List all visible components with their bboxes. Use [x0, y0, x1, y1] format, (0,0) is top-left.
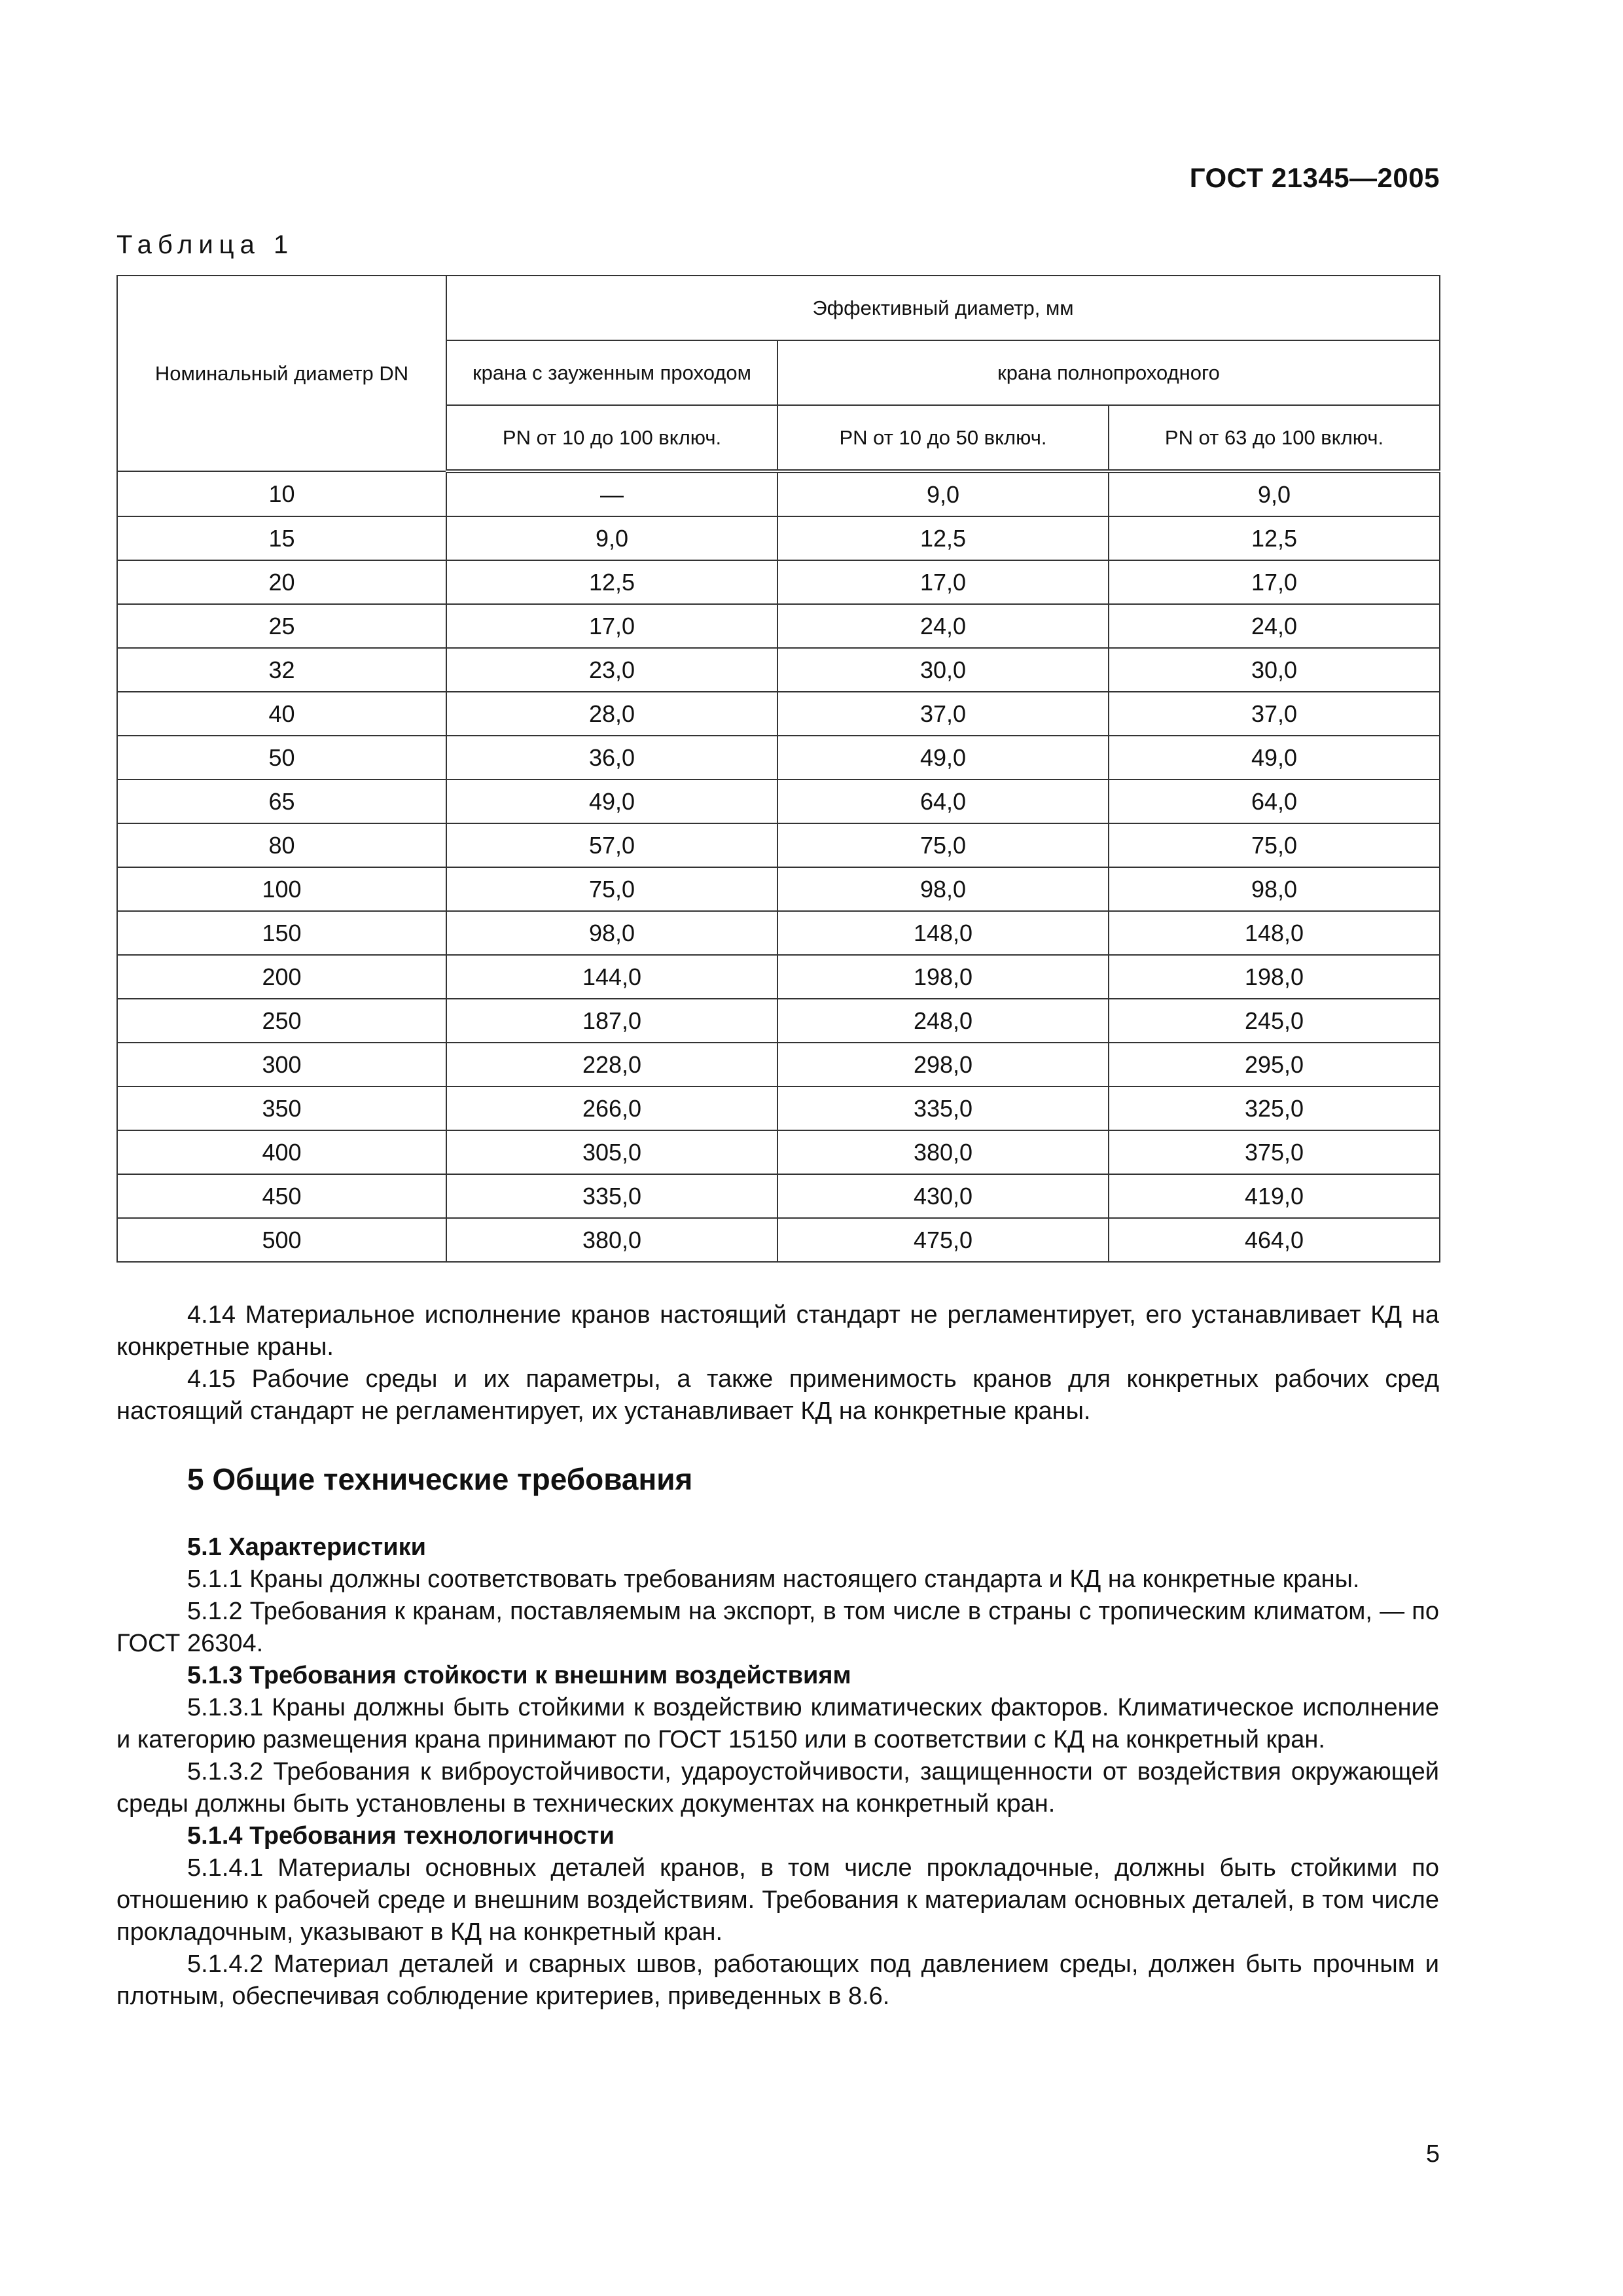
table-row	[117, 516, 1440, 560]
header-pn-full-low: PN от 10 до 50 включ.	[777, 405, 1109, 471]
table-cell: —	[446, 471, 777, 516]
table-cell: 9,0	[777, 471, 1109, 516]
table-row	[117, 867, 1440, 911]
document-code: ГОСТ 21345—2005	[1189, 162, 1440, 193]
table-cell: 187,0	[446, 999, 777, 1043]
table-caption: Таблица 1	[116, 230, 294, 259]
page-number: 5	[1425, 2140, 1440, 2168]
table-cell: 30,0	[777, 648, 1109, 692]
paragraph-4-14: 4.14 Материальное исполнение кранов настоящий стандарт не регламентирует, его устанавливает КД на конкретные краны.	[116, 1301, 1439, 1361]
table-cell: 98,0	[1109, 867, 1440, 911]
table-row	[117, 780, 1440, 823]
table-row	[117, 1218, 1440, 1262]
table-cell: 49,0	[446, 780, 777, 823]
table-cell: 50	[117, 736, 446, 780]
table-cell: 75,0	[446, 867, 777, 911]
table-row	[117, 955, 1440, 999]
table-row	[117, 604, 1440, 648]
table-cell: 325,0	[1109, 1086, 1440, 1130]
paragraph-4-15: 4.15 Рабочие среды и их параметры, а также применимость кранов для конкретных рабочих сред настоящий стандарт не регламентирует, их устанавливает КД на конкретные краны.	[116, 1365, 1439, 1425]
table-cell: 150	[117, 911, 446, 955]
table-cell: 500	[117, 1218, 446, 1262]
paragraph-5-1-3-2: 5.1.3.2 Требования к виброустойчивости, удароустойчивости, защищенности от воздействия окружающей среды должны быть установлены в технических документах на конкретный кран.	[116, 1758, 1439, 1818]
table-row	[117, 560, 1440, 604]
section-5-title: 5 Общие технические требования	[187, 1462, 693, 1496]
table-cell: 37,0	[777, 692, 1109, 736]
table-row	[117, 999, 1440, 1043]
header-nominal-diameter: Номинальный диаметр DN	[117, 276, 446, 471]
table-cell: 380,0	[446, 1218, 777, 1262]
header-reduced-bore: крана с зауженным проходом	[446, 340, 777, 405]
header-full-bore: крана полнопроходного	[777, 340, 1440, 405]
table-cell: 430,0	[777, 1174, 1109, 1218]
paragraph-5-1-1: 5.1.1 Краны должны соответствовать требованиям настоящего стандарта и КД на конкретные краны.	[187, 1566, 1360, 1593]
table-cell: 64,0	[777, 780, 1109, 823]
table-cell: 17,0	[1109, 560, 1440, 604]
table-cell: 335,0	[446, 1174, 777, 1218]
table-cell: 245,0	[1109, 999, 1440, 1043]
table-row	[117, 1086, 1440, 1130]
table-cell: 36,0	[446, 736, 777, 780]
table-cell: 300	[117, 1043, 446, 1086]
table-cell: 12,5	[1109, 516, 1440, 560]
table-row	[117, 1043, 1440, 1086]
table-cell: 9,0	[446, 516, 777, 560]
table-cell: 75,0	[777, 823, 1109, 867]
section-5-body	[116, 1532, 1439, 2013]
table-row	[117, 1130, 1440, 1174]
table-cell: 295,0	[1109, 1043, 1440, 1086]
table-cell: 450	[117, 1174, 446, 1218]
heading-5-1-4: 5.1.4 Требования технологичности	[187, 1822, 615, 1850]
table-cell: 305,0	[446, 1130, 777, 1174]
table-cell: 100	[117, 867, 446, 911]
table-cell: 266,0	[446, 1086, 777, 1130]
table-cell: 24,0	[777, 604, 1109, 648]
table-cell: 40	[117, 692, 446, 736]
paragraph-5-1-4-1: 5.1.4.1 Материалы основных деталей кранов, в том числе прокладочные, должны быть стойкими по отношению к рабочей среде и внешним воздействиям. Требования к материалам основных деталей, в том числе прокладочным, указывают в КД на конкретный кран.	[116, 1854, 1439, 1946]
diameter-table	[116, 275, 1440, 1263]
table-cell: 144,0	[446, 955, 777, 999]
table-cell: 350	[117, 1086, 446, 1130]
table-cell: 30,0	[1109, 648, 1440, 692]
table-cell: 49,0	[777, 736, 1109, 780]
header-pn-reduced: PN от 10 до 100 включ.	[446, 405, 777, 471]
table-cell: 65	[117, 780, 446, 823]
table-cell: 198,0	[1109, 955, 1440, 999]
table-cell: 380,0	[777, 1130, 1109, 1174]
table-cell: 248,0	[777, 999, 1109, 1043]
table-cell: 12,5	[777, 516, 1109, 560]
table-cell: 64,0	[1109, 780, 1440, 823]
heading-5-1-3: 5.1.3 Требования стойкости к внешним воздействиям	[187, 1662, 851, 1689]
table-cell: 23,0	[446, 648, 777, 692]
table-cell: 80	[117, 823, 446, 867]
body-text	[116, 1299, 1439, 1427]
table-cell: 335,0	[777, 1086, 1109, 1130]
table-cell: 148,0	[777, 911, 1109, 955]
table-row	[117, 648, 1440, 692]
paragraph-5-1-2: 5.1.2 Требования к кранам, поставляемым на экспорт, в том числе в страны с тропическим климатом, — по ГОСТ 26304.	[116, 1598, 1439, 1657]
table-cell: 10	[117, 471, 446, 516]
table-cell: 57,0	[446, 823, 777, 867]
table-cell: 15	[117, 516, 446, 560]
paragraph-5-1-4-2: 5.1.4.2 Материал деталей и сварных швов, работающих под давлением среды, должен быть прочным и плотным, обеспечивая соблюдение критериев, приведенных в 8.6.	[116, 1950, 1439, 2010]
table-cell: 228,0	[446, 1043, 777, 1086]
table-cell: 32	[117, 648, 446, 692]
table-cell: 475,0	[777, 1218, 1109, 1262]
table-cell: 198,0	[777, 955, 1109, 999]
table-cell: 98,0	[446, 911, 777, 955]
header-pn-full-high: PN от 63 до 100 включ.	[1109, 405, 1440, 471]
table-cell: 464,0	[1109, 1218, 1440, 1262]
table-row	[117, 1174, 1440, 1218]
table-cell: 24,0	[1109, 604, 1440, 648]
table-cell: 400	[117, 1130, 446, 1174]
table-cell: 17,0	[446, 604, 777, 648]
table-cell: 200	[117, 955, 446, 999]
table-cell: 12,5	[446, 560, 777, 604]
header-effective-diameter: Эффективный диаметр, мм	[446, 276, 1440, 340]
table-cell: 419,0	[1109, 1174, 1440, 1218]
table-row	[117, 471, 1440, 516]
section-5	[116, 1463, 1439, 1496]
table-cell: 17,0	[777, 560, 1109, 604]
table-cell: 49,0	[1109, 736, 1440, 780]
table-cell: 148,0	[1109, 911, 1440, 955]
table-cell: 9,0	[1109, 471, 1440, 516]
table-cell: 20	[117, 560, 446, 604]
heading-5-1: 5.1 Характеристики	[187, 1534, 427, 1561]
table-cell: 98,0	[777, 867, 1109, 911]
paragraph-5-1-3-1: 5.1.3.1 Краны должны быть стойкими к воздействию климатических факторов. Климатическое исполнение и категорию размещения крана принимают по ГОСТ 15150 или в соответствии с КД на конкретный кран.	[116, 1694, 1439, 1753]
table-cell: 37,0	[1109, 692, 1440, 736]
table-cell: 28,0	[446, 692, 777, 736]
table-cell: 375,0	[1109, 1130, 1440, 1174]
table-body	[117, 471, 1440, 1262]
table-cell: 25	[117, 604, 446, 648]
table-row	[117, 692, 1440, 736]
table-row	[117, 911, 1440, 955]
table-row	[117, 736, 1440, 780]
table-row	[117, 823, 1440, 867]
table-cell: 75,0	[1109, 823, 1440, 867]
table-cell: 298,0	[777, 1043, 1109, 1086]
table-cell: 250	[117, 999, 446, 1043]
